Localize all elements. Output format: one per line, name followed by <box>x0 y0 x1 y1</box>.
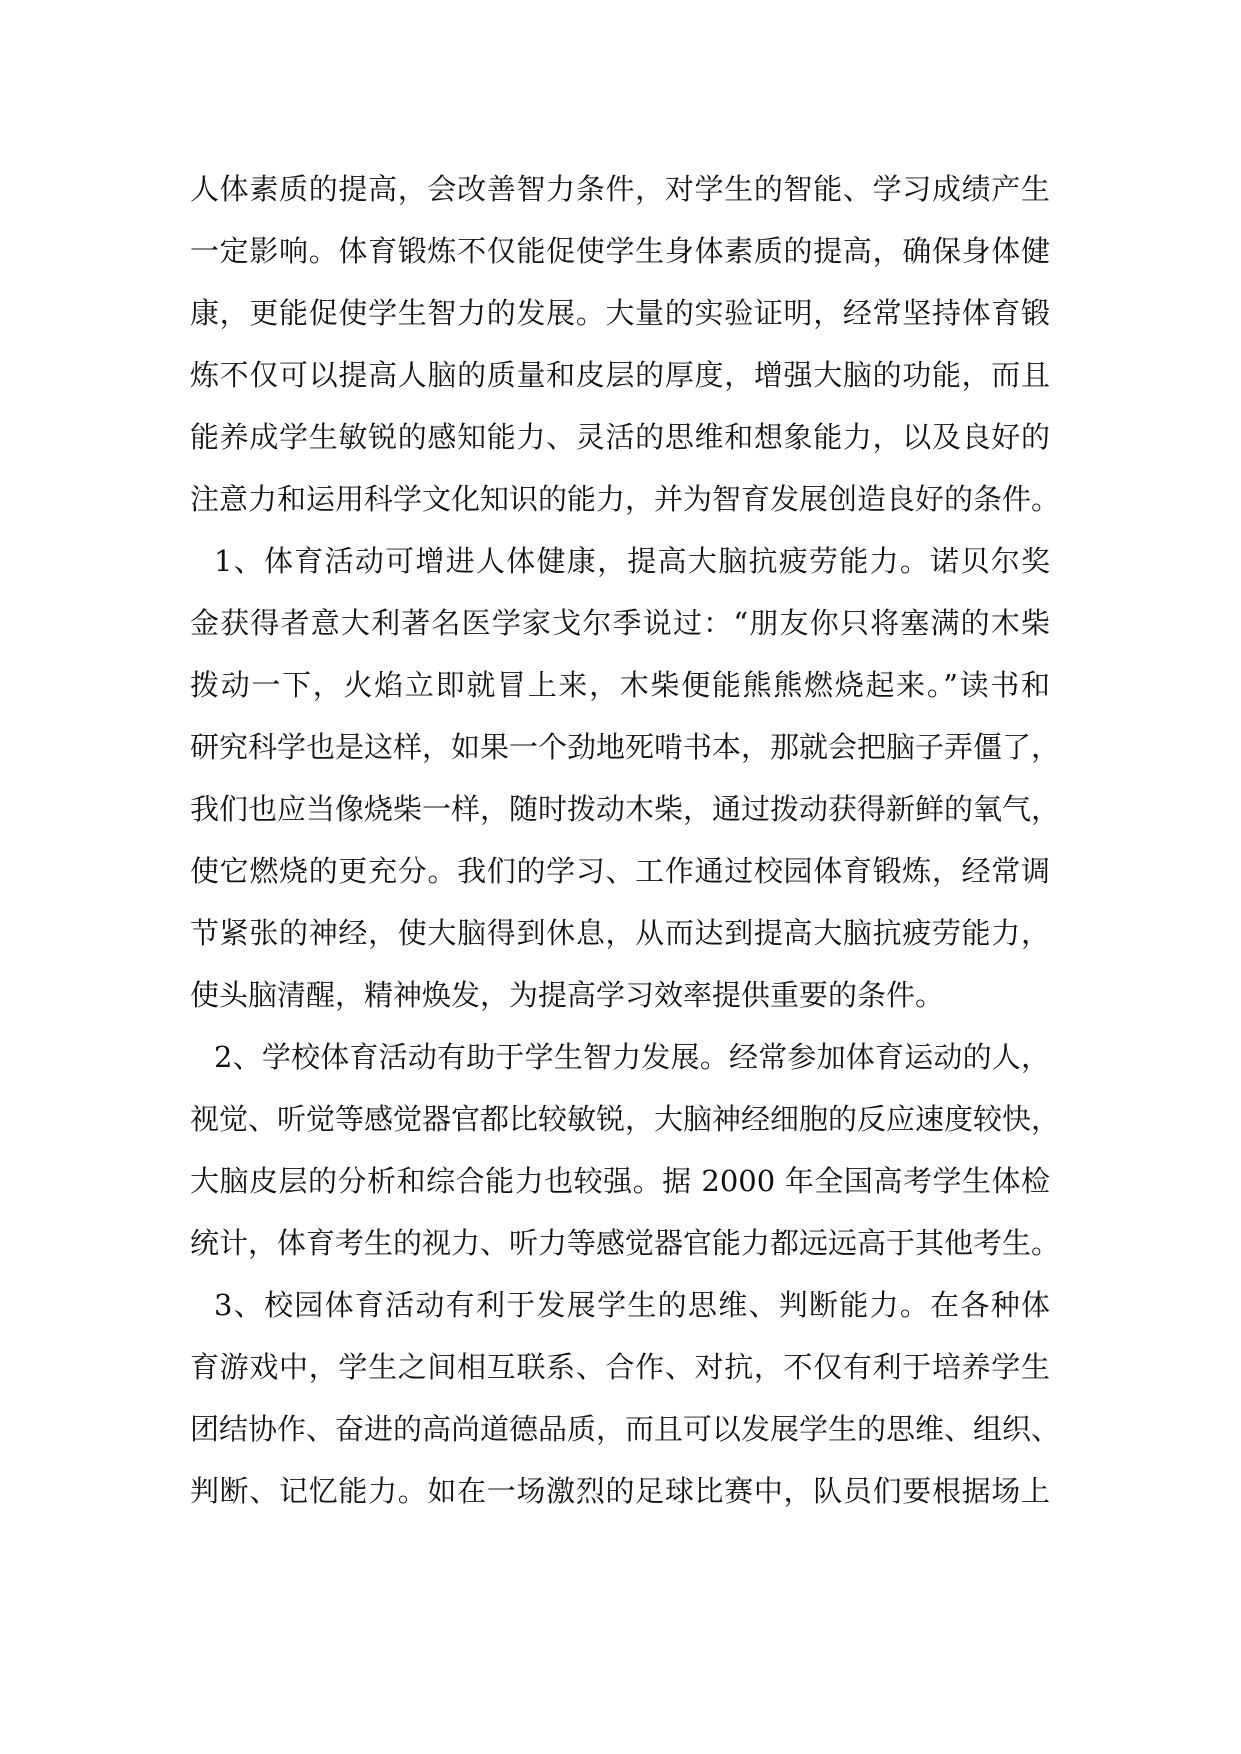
paragraph-heading-line: 1、体育活动可增进人体健康，提高大脑抗疲劳能力。诺贝尔奖 <box>214 544 1050 578</box>
text-line: 使头脑清醒，精神焕发，为提高学习效率提供重要的条件。 <box>190 978 945 1012</box>
text-line: 康，更能促使学生智力的发展。大量的实验证明，经常坚持体育锻 <box>190 296 1050 330</box>
text-line: 研究科学也是这样，如果一个劲地死啃书本，那就会把脑子弄僵了， <box>190 730 1061 764</box>
paragraph-heading-line: 2、学校体育活动有助于学生智力发展。经常参加体育运动的人， <box>214 1040 1050 1074</box>
text-line: 我们也应当像烧柴一样，随时拨动木柴，通过拨动获得新鲜的氧气， <box>190 792 1061 826</box>
text-line: 注意力和运用科学文化知识的能力，并为智育发展创造良好的条件。 <box>190 482 1061 516</box>
text-line: 团结协作、奋进的高尚道德品质，而且可以发展学生的思维、组织、 <box>190 1412 1061 1446</box>
text-line: 使它燃烧的更充分。我们的学习、工作通过校园体育锻炼，经常调 <box>190 854 1050 888</box>
text-line: 金获得者意大利著名医学家戈尔季说过：“朋友你只将塞满的木柴 <box>190 606 1050 640</box>
text-line: 节紧张的神经，使大脑得到休息，从而达到提高大脑抗疲劳能力， <box>190 916 1050 950</box>
text-line: 视觉、听觉等感觉器官都比较敏锐，大脑神经细胞的反应速度较快， <box>190 1102 1061 1136</box>
paragraph-heading-line: 3、校园体育活动有利于发展学生的思维、判断能力。在各种体 <box>214 1288 1050 1322</box>
text-line: 人体素质的提高，会改善智力条件，对学生的智能、学习成绩产生 <box>190 172 1050 206</box>
text-line: 大脑皮层的分析和综合能力也较强。据 2000 年全国高考学生体检 <box>190 1164 1050 1198</box>
text-line: 拨动一下，火焰立即就冒上来，木柴便能熊熊燃烧起来。”读书和 <box>190 668 1050 702</box>
text-line: 统计，体育考生的视力、听力等感觉器官能力都远远高于其他考生。 <box>190 1226 1061 1260</box>
body-text <box>190 158 1061 1522</box>
text-line: 一定影响。体育锻炼不仅能促使学生身体素质的提高，确保身体健 <box>190 234 1050 268</box>
text-line: 育游戏中，学生之间相互联系、合作、对抗，不仅有利于培养学生 <box>190 1350 1050 1384</box>
text-line: 判断、记忆能力。如在一场激烈的足球比赛中，队员们要根据场上 <box>190 1474 1050 1508</box>
text-line: 炼不仅可以提高人脑的质量和皮层的厚度，增强大脑的功能，而且 <box>190 358 1050 392</box>
text-line: 能养成学生敏锐的感知能力、灵活的思维和想象能力，以及良好的 <box>190 420 1050 454</box>
